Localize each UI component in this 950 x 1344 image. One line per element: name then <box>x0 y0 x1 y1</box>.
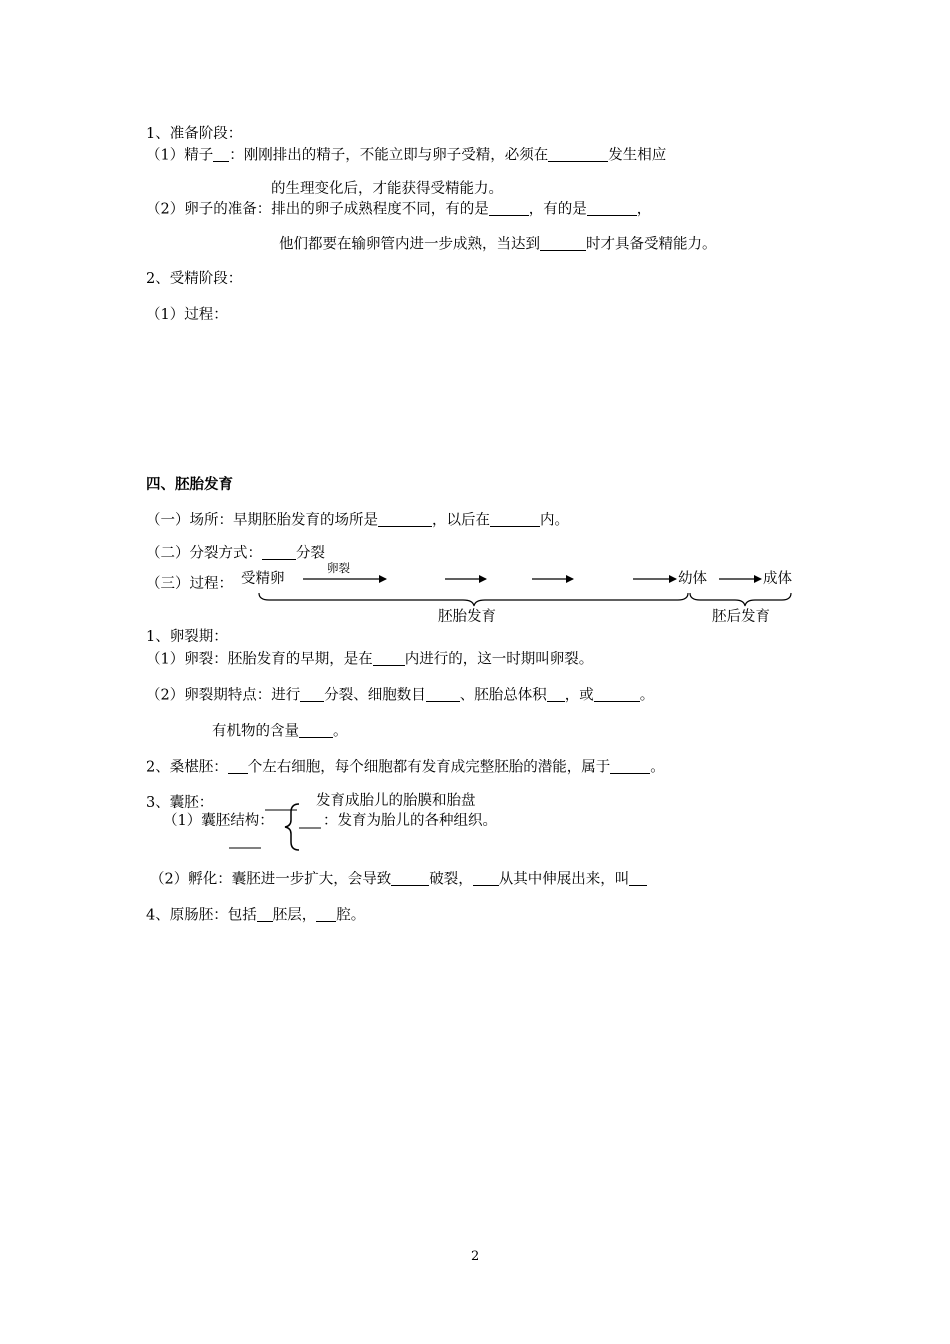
cleavage-def-text: （1）卵裂：胚胎发育的早期，是在 <box>146 651 373 668</box>
division-text: （二）分裂方式： <box>146 545 262 562</box>
morula-text: 2、桑椹胚： <box>146 759 228 776</box>
process-label: （三）过程： <box>146 576 233 592</box>
sperm-text-end: 发生相应 <box>608 147 667 164</box>
blank <box>299 722 333 738</box>
morula-line <box>146 758 665 775</box>
gastrula-text-2: 胚层， <box>272 907 317 924</box>
section-heading: 四、胚胎发育 <box>146 476 233 493</box>
flow-adult: 成体 <box>763 571 792 587</box>
blank <box>426 686 460 702</box>
morula-text-2: 个左右细胞，每个细胞都有发育成完整胚胎的潜能，属于 <box>247 759 611 776</box>
blank <box>594 686 640 702</box>
structure-brace <box>285 804 299 850</box>
brace-embryo-label: 胚胎发育 <box>438 609 496 625</box>
egg-cont-end: 时才具备受精能力。 <box>586 236 717 253</box>
blank <box>257 906 273 922</box>
flow-fertilized-egg: 受精卵 <box>241 571 285 587</box>
hatch-text: （2）孵化：囊胚进一步扩大，会导致 <box>150 871 392 888</box>
hatch-text-3: 从其中伸展出来，叫 <box>498 871 630 888</box>
blastocyst-heading: 3、囊胚： <box>146 795 214 811</box>
feat-text: （2）卵裂期特点：进行 <box>146 687 301 704</box>
structure-item-1: 发育成胎儿的胎膜和胎盘 <box>316 793 476 809</box>
organic-line <box>212 722 348 739</box>
blank <box>316 906 336 922</box>
morula-text-3: 。 <box>650 759 665 776</box>
fert-process: （1）过程： <box>146 307 228 323</box>
flow-young: 幼体 <box>678 571 707 587</box>
hatching-line <box>150 870 647 887</box>
blank <box>547 686 565 702</box>
fert-heading: 2、受精阶段： <box>146 271 243 287</box>
blank <box>629 870 647 886</box>
brace-post <box>690 593 791 606</box>
brace-embryo <box>259 593 688 606</box>
egg-cont-text: 他们都要在输卵管内进一步成熟，当达到 <box>279 236 540 253</box>
blank <box>373 650 405 666</box>
cleavage-def <box>146 650 593 667</box>
place-text-3: 内。 <box>540 512 569 529</box>
organic-text-2: 。 <box>333 723 348 740</box>
blank <box>300 686 324 702</box>
sperm-text: ：刚刚排出的精子，不能立即与卵子受精，必须在 <box>229 147 549 164</box>
structure-item-2: ：发育为胎儿的各种组织。 <box>323 813 497 829</box>
flow-arrow-label: 卵裂 <box>327 561 350 575</box>
division-text-2: 分裂 <box>296 545 325 562</box>
cleavage-heading: 1、卵裂期： <box>146 629 228 645</box>
gastrula-text-3: 腔。 <box>336 907 366 924</box>
sperm-label: （1）精子 <box>146 147 214 164</box>
prep-heading: 1、准备阶段： <box>146 126 243 142</box>
sperm-prep-cont: 的生理变化后，才能获得受精能力。 <box>271 181 503 197</box>
cleavage-def-text-2: 内进行的，这一时期叫卵裂。 <box>404 651 594 668</box>
feat-text-2: 分裂、细胞数目 <box>324 687 426 704</box>
gastrula-text: 4、原肠胚：包括 <box>146 907 257 924</box>
cleavage-features <box>146 686 654 703</box>
place-text: （一）场所：早期胚胎发育的场所是 <box>146 512 378 529</box>
page-number: 2 <box>471 1249 480 1264</box>
gastrula-line <box>146 906 365 923</box>
blank <box>228 758 248 774</box>
place-text-2: ，以后在 <box>432 512 490 529</box>
blank <box>473 870 499 886</box>
blank <box>610 758 650 774</box>
organic-text: 有机物的含量 <box>212 723 299 740</box>
feat-text-4: ，或 <box>564 687 594 704</box>
hatch-text-2: 破裂， <box>429 871 473 888</box>
structure-label: （1）囊胚结构： <box>163 813 274 829</box>
brace-post-label: 胚后发育 <box>712 609 770 625</box>
blank <box>391 870 429 886</box>
feat-text-3: 、胚胎总体积 <box>459 687 547 704</box>
egg-text-2: ，有的是 <box>528 201 587 218</box>
feat-text-5: 。 <box>639 687 655 704</box>
egg-text-3: ， <box>636 201 652 218</box>
egg-text: （2）卵子的准备：排出的卵子成熟程度不同，有的是 <box>146 201 489 218</box>
